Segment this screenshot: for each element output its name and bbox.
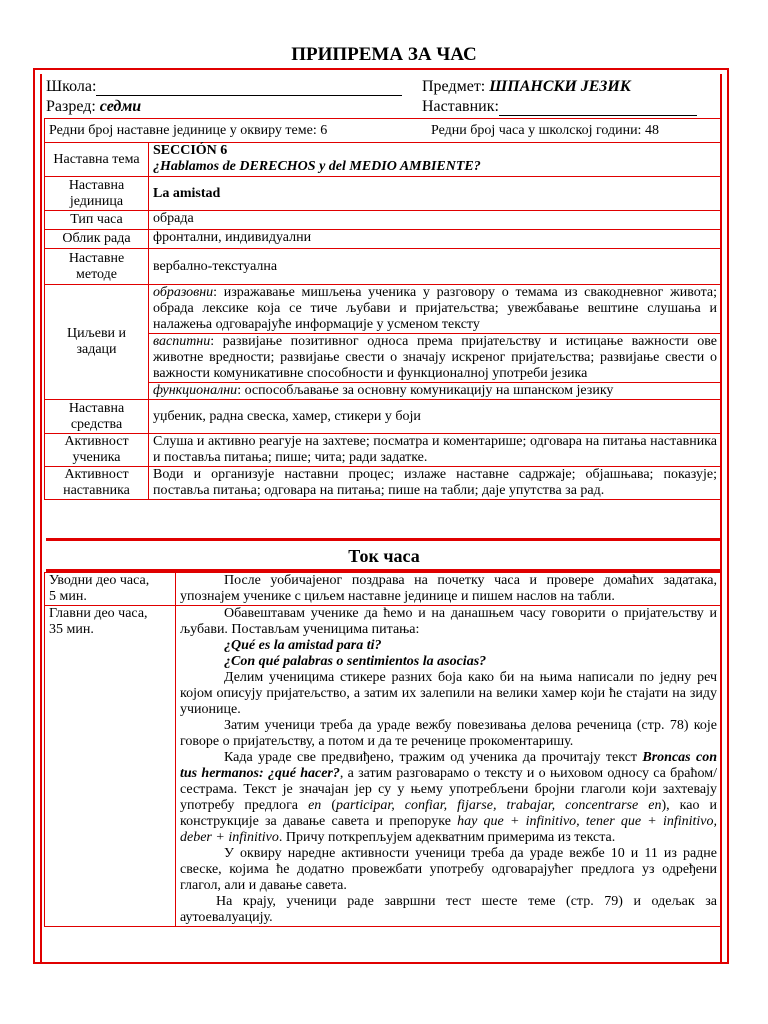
aids-label: Наставна средства: [45, 400, 149, 434]
aids-value: уџбеник, радна свеска, хамер, стикери у боји: [149, 400, 722, 434]
topic-label: Наставна тема: [45, 143, 149, 177]
p4-part-g: ), као и конструкције за давање савета и препоруке: [180, 798, 717, 829]
unit-number: Редни број наставне јединице у оквиру теме: 6: [49, 122, 328, 138]
p4-part-i: . Причу поткрепљујем адекватним примерима из текста.: [278, 830, 616, 845]
intro-label: [45, 573, 176, 606]
topic-line1: SECCIÓN 6: [153, 143, 228, 158]
goal-functional: [149, 383, 722, 400]
main-label: [45, 606, 176, 927]
intro-label-1: Уводни део часа,: [49, 573, 150, 588]
goal3-text: : оспособљавање за основну комуникацију на шпанском језику: [237, 383, 614, 398]
main-text: [176, 606, 722, 927]
grade-label: Разред:: [46, 98, 96, 115]
goals-label: Циљеви и задаци: [45, 285, 149, 400]
goal-upbringing: [149, 334, 722, 383]
unit-value: La amistad: [153, 185, 221, 201]
p4-constructions: hay que + infinitivo, tener que + infinitivo, deber + infinitivo: [180, 814, 717, 845]
student-activity-label: Активност ученика: [45, 434, 149, 467]
p4-verbs: participar, confiar, fijarse, trabajar, concentrarse en: [335, 798, 662, 813]
form-value: фронтални, индивидуални: [149, 230, 722, 249]
header-row-2: [46, 98, 722, 116]
goal3-key: функционални: [153, 383, 238, 398]
header-row-1: [46, 78, 722, 96]
numbers-row: [45, 119, 722, 143]
p4-preposition: en: [308, 798, 322, 813]
main-p4: [180, 750, 717, 846]
p4-part-e: (: [321, 798, 336, 813]
main-p2: Делим ученицима стикере разних боја како би на њима написали по једну реч којом описују пријатељство, а затим их залепили на велики хамер који ће стајати на зиду учионице.: [180, 670, 717, 717]
teacher-activity-value: Води и организује наставни процес; излаже наставне садржаје; објашњава; показује; поставља питања; одговара на питања; пише на табли; даје упутства за рад.: [149, 467, 722, 500]
intro-label-2: 5 мин.: [49, 589, 87, 604]
unit-label: Наставна јединица: [45, 177, 149, 211]
p4-part-c: , а затим разговарамо о тексту и о њиховом односу са браћом/сестрама. Текст је значајан јер су у њему употребљени бројни глаголи који захтевају употребу предлога: [180, 766, 717, 813]
lesson-plan-table: [44, 118, 722, 500]
teacher-label: Наставник:: [422, 98, 499, 115]
p4-text-title: Broncas con tus hermanos: ¿qué hacer?: [180, 750, 717, 781]
intro-text: После уобичајеног поздрава на почетку часа и провере домаћих задатака, упознајем ученике с циљем наставне јединице и пишем наслов на табли.: [176, 573, 722, 606]
type-label: Тип часа: [45, 211, 149, 230]
subject-label: Предмет:: [422, 78, 486, 95]
goal1-text: : изражавање мишљења ученика у разговору о темама из свакодневног живота; обрада лексике која се тиче љубави и пријатељства; увежбавање вештине слушања и налажења одговарајуће информације у усменом тексту: [153, 285, 717, 332]
main-p6: На крају, ученици раде завршни тест шесте теме (стр. 79) и одељак за аутоевалуацију.: [180, 894, 717, 925]
lesson-number: Редни број часа у школској години: 48: [431, 123, 659, 138]
main-label-1: Главни део часа,: [49, 606, 148, 621]
lesson-flow-heading: Ток часа: [46, 538, 722, 572]
form-label: Облик рада: [45, 230, 149, 249]
goal1-key: образовни: [153, 285, 214, 300]
lesson-flow-table: [44, 572, 722, 927]
type-value: обрада: [149, 211, 722, 230]
page-title: ПРИПРЕМА ЗА ЧАС: [291, 44, 477, 65]
topic-value: [149, 143, 722, 177]
methods-label: Наставне методе: [45, 249, 149, 285]
p4-part-a: Када ураде све предвиђено, тражим од ученика да прочитају текст: [224, 750, 643, 765]
question-2: ¿Con qué palabras o sentimientos la asocias?: [224, 654, 487, 669]
subject-value: ШПАНСКИ ЈЕЗИК: [489, 78, 631, 95]
main-p5: У оквиру наредне активности ученици треба да ураде вежбе 10 и 11 из радне свеске, којима ће додатно провежбати употребу одговарајућег предлога уз одређени глагол, али и давање савета.: [180, 846, 717, 893]
student-activity-value: Слуша и активно реагује на захтеве; посматра и коментарише; одговара на питања наставника и поставља питања; пише; чита; ради задатке.: [149, 434, 722, 467]
goal2-text: : развијање позитивног односа према пријатељству и истицање важности ове животне вредности; развијање свести о значају искреног пријатељства; развијање свести о важности комуникативне способности и функционалној употреби језика: [153, 334, 717, 381]
main-p3: Затим ученици треба да ураде вежбу повезивања делова реченица (стр. 78) које говоре о пријатељству, а потом и да те реченице прокоментаришу.: [180, 718, 717, 749]
school-blank: [96, 95, 402, 96]
topic-line2: ¿Hablamos de DERECHOS y del MEDIO AMBIENTE?: [153, 159, 481, 174]
teacher-activity-label: Активност наставника: [45, 467, 149, 500]
teacher-blank: [499, 115, 697, 116]
methods-value: вербално-текстуална: [149, 249, 722, 285]
question-1: ¿Qué es la amistad para ti?: [224, 638, 382, 653]
main-p1: Обавештавам ученике да ћемо и на данашњем часу говорити о пријатељству и љубави. Постављам ученицима питања:: [180, 606, 717, 637]
goal-educational: [149, 285, 722, 334]
goal2-key: васпитни: [153, 334, 211, 349]
grade-value: седми: [99, 98, 142, 115]
school-label: Школа:: [46, 78, 97, 95]
main-label-2: 35 мин.: [49, 622, 94, 637]
